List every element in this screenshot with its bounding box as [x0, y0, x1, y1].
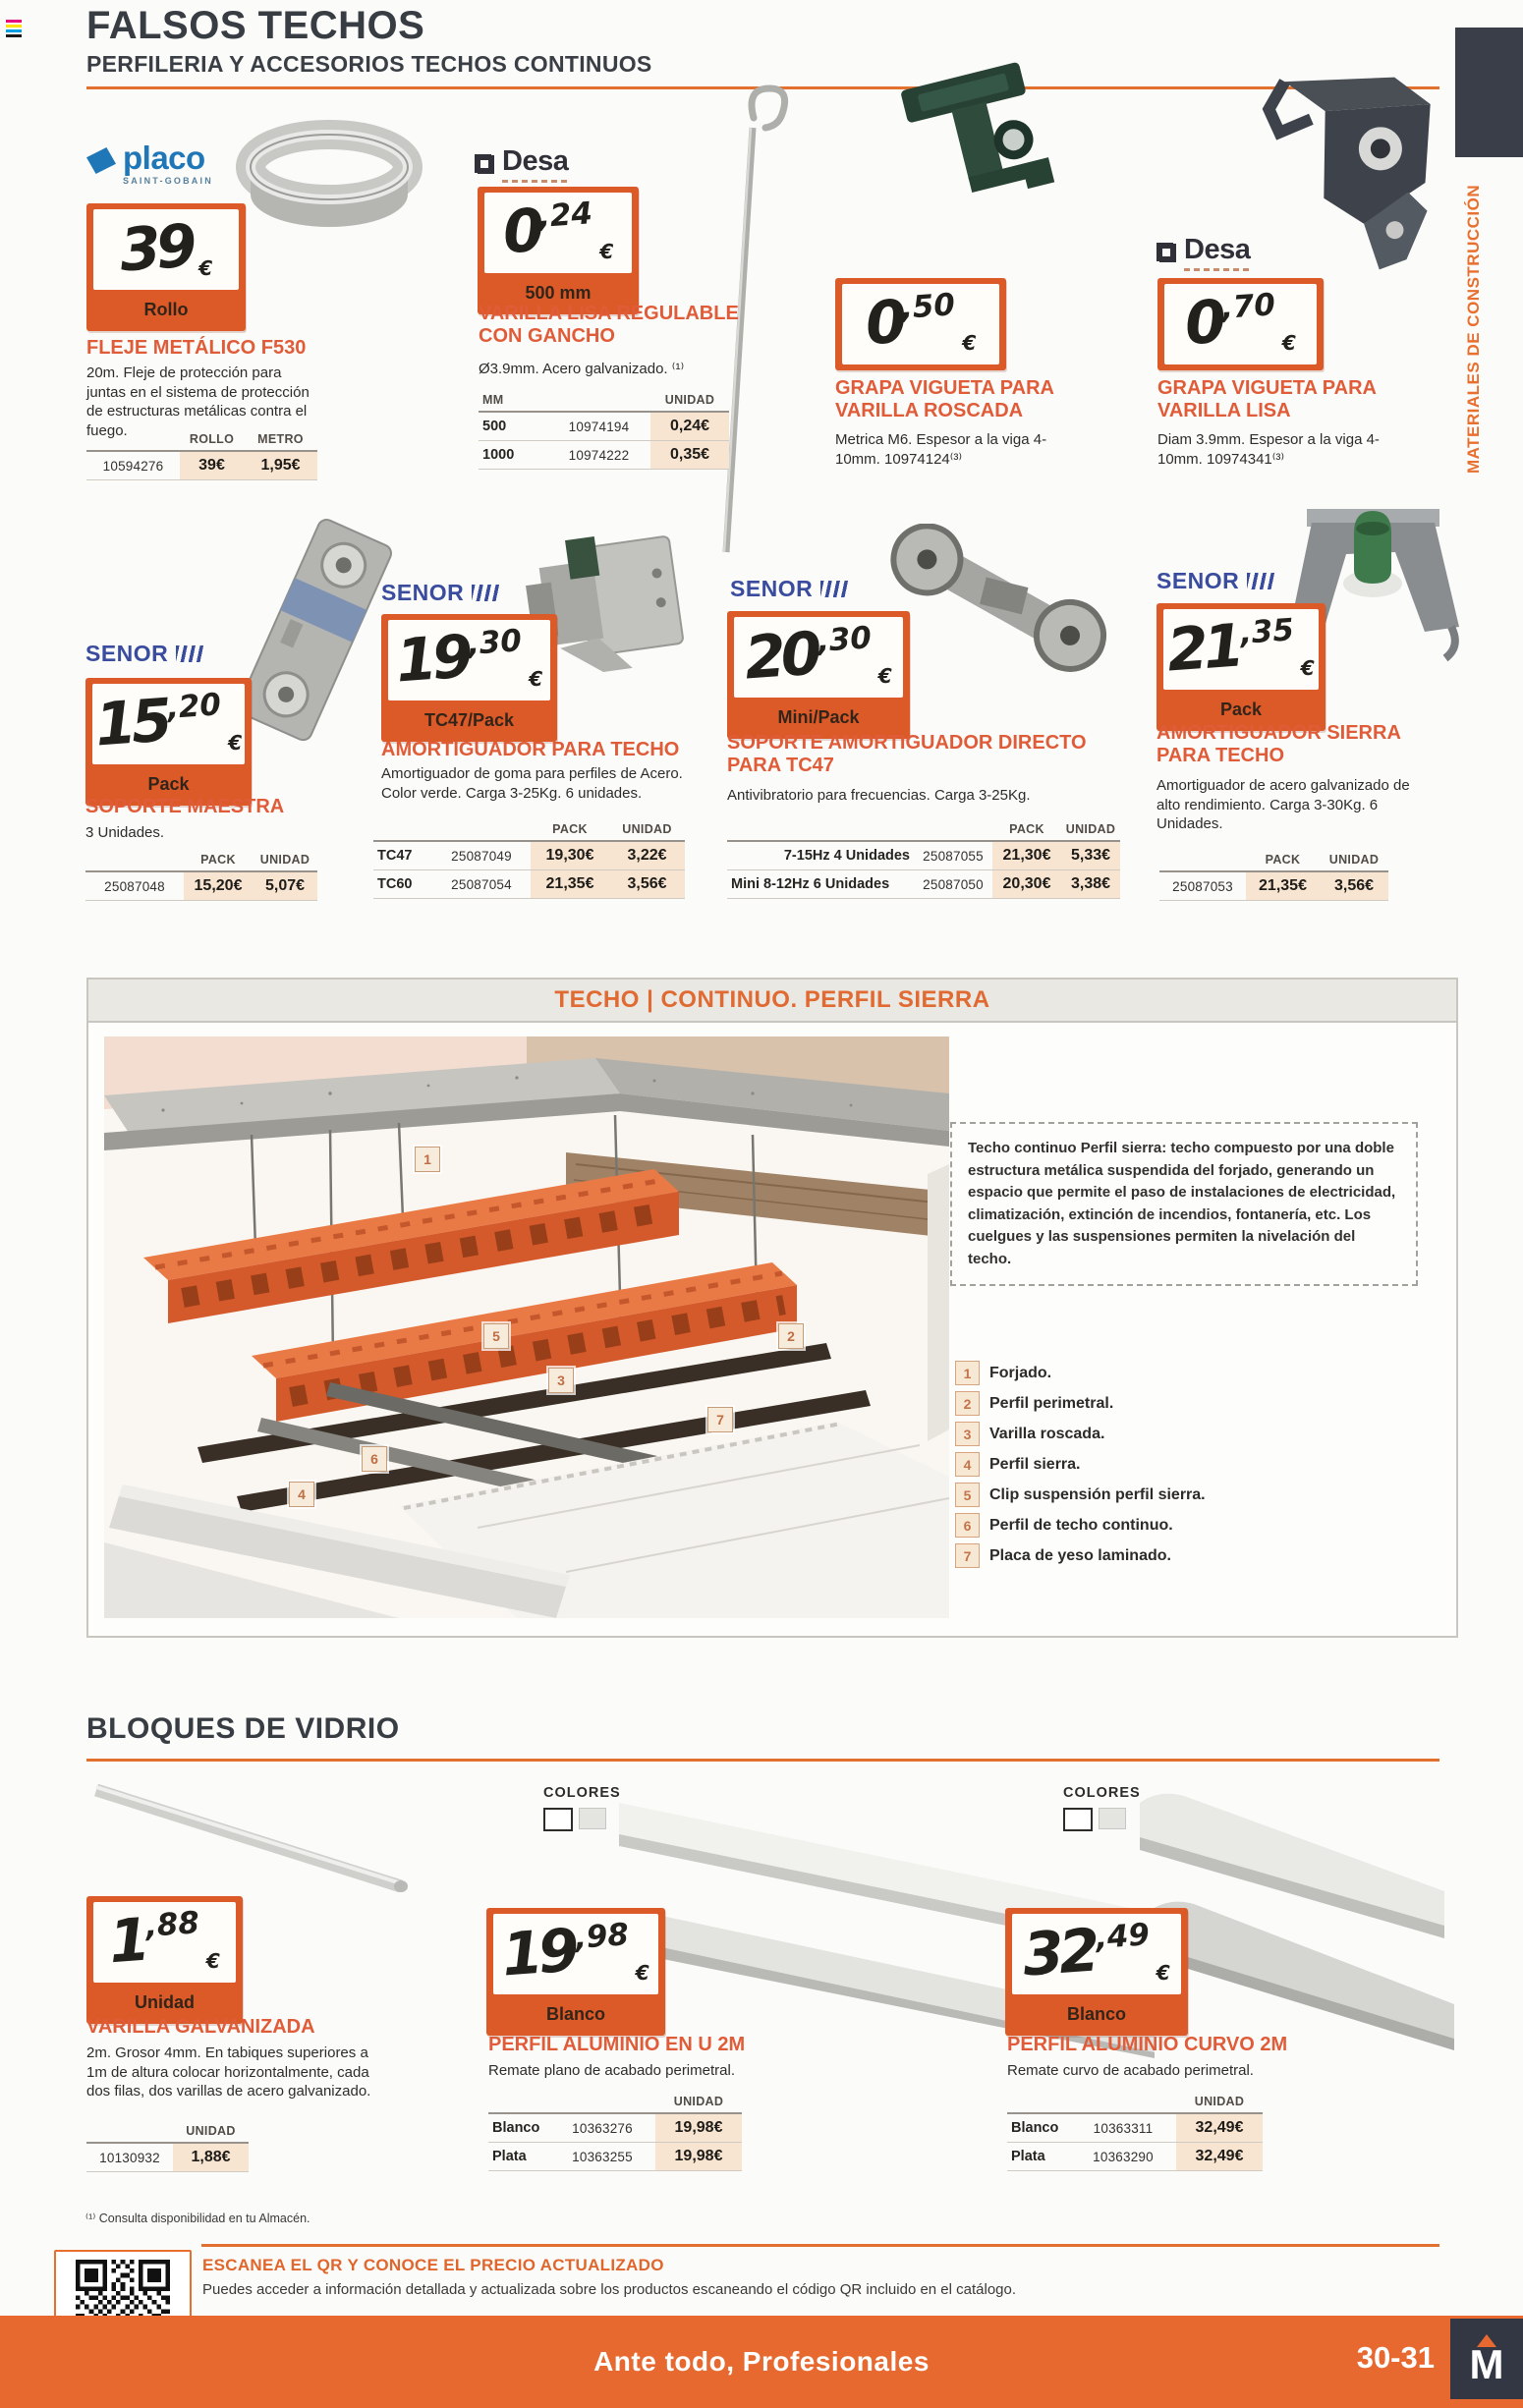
- page-title: FALSOS TECHOS: [86, 4, 425, 47]
- diagram-callout-1: 1: [415, 1147, 440, 1172]
- availability-footnote: ⁽¹⁾ Consulta disponibilidad en tu Almacén.: [85, 2212, 310, 2225]
- price-tag-soporte-directo: 20 ,30 € Mini/Pack: [727, 611, 910, 739]
- product-name-grapa-lisa: GRAPA VIGUETA PARA VARILLA LISA: [1157, 377, 1377, 421]
- price-tag-unit-label: Pack: [1219, 700, 1263, 719]
- maestra-price-table: PACK UNIDAD 25087048 15,20€ 5,07€: [85, 851, 317, 901]
- diagram-callout-2: 2: [778, 1323, 804, 1349]
- price-tag-grapa-roscada: 0 ,50 €: [835, 278, 1006, 370]
- desa-logo-icon: [1156, 243, 1176, 262]
- product-name-amortiguador: AMORTIGUADOR PARA TECHO: [381, 739, 680, 760]
- senor-logo-mark: [176, 645, 203, 662]
- table-row: 7-15Hz 4 Unidades 25087055 21,30€ 5,33€: [727, 841, 1120, 870]
- table-row: TC47 25087049 19,30€ 3,22€: [373, 841, 685, 870]
- legend-item: 1 Forjado.: [955, 1361, 1051, 1385]
- section-sidebar-label: MATERIALES DE CONSTRUCCIÓN: [1464, 184, 1483, 474]
- diagram-callout-7: 7: [707, 1407, 733, 1432]
- perfil-curvo-price-table: UNIDAD Blanco 10363311 32,49€ Plata 10363290 32,49€: [1007, 2093, 1263, 2171]
- price-tag-unit-label: Unidad: [135, 1992, 195, 2012]
- product-name-perfil-curvo: PERFIL ALUMINIO CURVO 2M: [1007, 2034, 1288, 2055]
- product-desc-varilla: Ø3.9mm. Acero galvanizado. ⁽¹⁾: [479, 361, 685, 377]
- senor-logo-mark: [472, 585, 499, 601]
- qr-strip-title: ESCANEA EL QR Y CONOCE EL PRECIO ACTUALIZADO: [202, 2256, 664, 2274]
- senor-logo: SENOR: [1156, 568, 1274, 594]
- product-desc-perfil-u: Remate plano de acabado perimetral.: [488, 2062, 735, 2079]
- price-tag-amortiguador: 19 ,30 € TC47/Pack: [381, 614, 557, 742]
- legend-number: 7: [955, 1543, 980, 1568]
- table-row: 25087048 15,20€ 5,07€: [85, 871, 317, 901]
- price-tag-perfil-u: 19 ,98 € Blanco: [486, 1908, 665, 2036]
- desa-logo: Desa: [1156, 234, 1250, 271]
- swatch-blanco: [1063, 1808, 1093, 1831]
- price-tag-fleje: 39 € Rollo: [86, 203, 246, 331]
- table-row: 10130932 1,88€: [86, 2143, 249, 2172]
- colores-label: COLORES: [543, 1785, 621, 1801]
- perfil-u-price-table: UNIDAD Blanco 10363276 19,98€ Plata 10363255 19,98€: [488, 2093, 742, 2171]
- product-name-soporte-directo: SOPORTE AMORTIGUADOR DIRECTO PARA TC47: [727, 732, 1087, 776]
- desa-logo: Desa: [475, 145, 568, 183]
- corner-tab: [1455, 28, 1523, 157]
- product-desc-perfil-curvo: Remate curvo de acabado perimetral.: [1007, 2062, 1254, 2079]
- legend-number: 5: [955, 1483, 980, 1507]
- price-tag-perfil-curvo: 32 ,49 € Blanco: [1005, 1908, 1188, 2036]
- price-tag-varilla: 0 ,24 € 500 mm: [478, 187, 639, 314]
- legend-item: 6 Perfil de techo continuo.: [955, 1513, 1173, 1538]
- legend-item: 4 Perfil sierra.: [955, 1452, 1081, 1477]
- legend-item: 5 Clip suspensión perfil sierra.: [955, 1483, 1206, 1507]
- product-desc-varilla-galv: 2m. Grosor 4mm. En tabiques superiores a 1m de altura colocar horizontalmente, cada dos filas, dos varillas de acero galvanizado.: [86, 2044, 371, 2100]
- placo-logo-icon: [86, 147, 116, 174]
- desa-logo-icon: [475, 154, 494, 174]
- page-subtitle: PERFILERIA Y ACCESORIOS TECHOS CONTINUOS: [86, 51, 652, 77]
- product-name-sierra: AMORTIGUADOR SIERRA PARA TECHO: [1156, 722, 1401, 766]
- legend-number: 2: [955, 1391, 980, 1416]
- senor-logo-mark: [1247, 573, 1274, 589]
- section-banner: TECHO | CONTINUO. PERFIL SIERRA: [88, 980, 1456, 1023]
- price-tag-varilla-galv: 1 ,88 € Unidad: [86, 1896, 243, 2024]
- maestra-product-image: [231, 514, 398, 748]
- price-tag-unit-label: Blanco: [1066, 2004, 1126, 2024]
- senor-logo: SENOR: [85, 641, 203, 667]
- qr-section-rule: [201, 2244, 1439, 2247]
- section-heading-bloques: BLOQUES DE VIDRIO: [86, 1712, 400, 1745]
- store-logo: M: [1450, 2319, 1523, 2399]
- senor-logo-mark: [820, 581, 848, 597]
- product-name-fleje: FLEJE METÁLICO F530: [86, 337, 307, 359]
- techo-continuo-section: [86, 978, 1458, 1638]
- table-row: Mini 8-12Hz 6 Unidades 25087050 20,30€ 3,38€: [727, 870, 1120, 899]
- table-row: 25087053 21,35€ 3,56€: [1159, 871, 1388, 901]
- product-desc-grapa-lisa: Diam 3.9mm. Espesor a la viga 4-10mm. 10974341⁽³⁾: [1157, 431, 1380, 468]
- product-name-perfil-u: PERFIL ALUMINIO EN U 2M: [488, 2034, 746, 2055]
- color-swatches: [543, 1808, 612, 1831]
- colores-label: COLORES: [1063, 1785, 1141, 1801]
- sierra-price-table: PACK UNIDAD 25087053 21,35€ 3,56€: [1159, 851, 1388, 901]
- diagram-callout-6: 6: [362, 1446, 387, 1472]
- product-name-varilla-galv: VARILLA GALVANIZADA: [86, 2016, 315, 2038]
- diagram-info-box: Techo continuo Perfil sierra: techo compuesto por una doble estructura metálica suspendida del forjado, generando un espacio que permite el paso de instalaciones de electricidad, climatización, extinción de incendios, fontanería, etc. Los cuelgues y las suspensiones permiten la nivelación del techo.: [950, 1122, 1418, 1286]
- price-tag-unit-label: 500 mm: [525, 283, 592, 303]
- diagram-callout-5: 5: [483, 1323, 509, 1349]
- table-row: Blanco 10363276 19,98€: [488, 2113, 742, 2143]
- fleje-price-table: ROLLO METRO 10594276 39€ 1,95€: [86, 430, 317, 480]
- placo-logo: placo SAINT-GOBAIN: [86, 143, 213, 186]
- grapa-lisa-product-image: [1233, 54, 1464, 295]
- legend-item: 3 Varilla roscada.: [955, 1422, 1104, 1446]
- product-name-grapa-roscada: GRAPA VIGUETA PARA VARILLA ROSCADA: [835, 377, 1054, 421]
- legend-number: 3: [955, 1422, 980, 1446]
- table-row: 1000 10974222 0,35€: [479, 441, 729, 470]
- page-numbers: 30-31: [1356, 2340, 1435, 2375]
- product-desc-grapa-roscada: Metrica M6. Espesor a la viga 4-10mm. 10974124⁽³⁾: [835, 431, 1047, 468]
- swatch-plata: [579, 1808, 606, 1829]
- price-tag-unit-label: Pack: [147, 774, 190, 794]
- legend-item: 2 Perfil perimetral.: [955, 1391, 1113, 1416]
- fleje-product-image: [236, 106, 423, 246]
- price-tag-sierra: 21 ,35 € Pack: [1156, 603, 1326, 731]
- soporte-directo-price-table: PACK UNIDAD 7-15Hz 4 Unidades 25087055 21,30€ 5,33€ Mini 8-12Hz 6 Unidades 25087050 20,30€ 3,38€: [727, 820, 1120, 899]
- table-row: Plata 10363255 19,98€: [488, 2143, 742, 2171]
- product-desc-soporte-directo: Antivibratorio para frecuencias. Carga 3-25Kg.: [727, 787, 1031, 804]
- amortiguador-price-table: PACK UNIDAD TC47 25087049 19,30€ 3,22€ TC60 25087054 21,35€ 3,56€: [373, 820, 685, 899]
- table-row: Plata 10363290 32,49€: [1007, 2143, 1263, 2171]
- price-tag-maestra: 15 ,20 € Pack: [85, 678, 252, 806]
- table-row: 10594276 39€ 1,95€: [86, 451, 317, 480]
- price-tag-unit-label: Blanco: [545, 2004, 605, 2024]
- price-tag-unit-label: TC47/Pack: [423, 710, 515, 730]
- diagram-callout-3: 3: [548, 1368, 574, 1393]
- desa-logo-tagline: [1184, 268, 1250, 271]
- table-row: 500 10974194 0,24€: [479, 412, 729, 441]
- price-tag-grapa-lisa: 0 ,70 €: [1157, 278, 1324, 370]
- varilla-price-table: MM UNIDAD 500 10974194 0,24€ 1000 10974222 0,35€: [479, 391, 729, 470]
- footer-slogan: Ante todo, Profesionales: [593, 2346, 930, 2377]
- product-desc-amortiguador: Amortiguador de goma para perfiles de Acero. Color verde. Carga 3-25Kg. 6 unidades.: [381, 765, 683, 802]
- senor-logo: SENOR: [730, 576, 848, 602]
- product-desc-maestra: 3 Unidades.: [85, 824, 165, 841]
- legend-item: 7 Placa de yeso laminado.: [955, 1543, 1171, 1568]
- techo-diagram-illustration: [104, 1036, 949, 1618]
- price-tag-unit-label: Rollo: [143, 300, 189, 319]
- print-registration-mark: [6, 20, 22, 39]
- senor-logo: SENOR: [381, 580, 499, 606]
- desa-logo-tagline: [502, 180, 568, 183]
- swatch-plata: [1099, 1808, 1126, 1829]
- color-swatches: [1063, 1808, 1132, 1831]
- section-rule: [86, 1759, 1439, 1762]
- table-row: TC60 25087054 21,35€ 3,56€: [373, 870, 685, 899]
- product-name-maestra: SOPORTE MAESTRA: [85, 796, 285, 817]
- product-desc-fleje: 20m. Fleje de protección para juntas en el sistema de protección de estructuras metálicas contra el fuego.: [86, 364, 310, 439]
- varilla-galv-price-table: UNIDAD 10130932 1,88€: [86, 2122, 249, 2172]
- legend-number: 6: [955, 1513, 980, 1538]
- qr-strip-text: Puedes acceder a información detallada y actualizada sobre los productos escaneando el código QR incluido en el catálogo.: [202, 2281, 1017, 2298]
- product-name-varilla: VARILLA LISA REGULABLE CON GANCHO: [479, 303, 739, 347]
- product-desc-sierra: Amortiguador de acero galvanizado de alto rendimiento. Carga 3-30Kg. 6 Unidades.: [1156, 777, 1410, 832]
- table-row: Blanco 10363311 32,49€: [1007, 2113, 1263, 2143]
- price-tag-unit-label: Mini/Pack: [777, 707, 860, 727]
- legend-number: 4: [955, 1452, 980, 1477]
- grapa-roscada-product-image: [865, 57, 1105, 232]
- swatch-blanco: [543, 1808, 573, 1831]
- varilla-galv-product-image: [88, 1776, 413, 1904]
- legend-number: 1: [955, 1361, 980, 1385]
- diagram-callout-4: 4: [289, 1482, 314, 1507]
